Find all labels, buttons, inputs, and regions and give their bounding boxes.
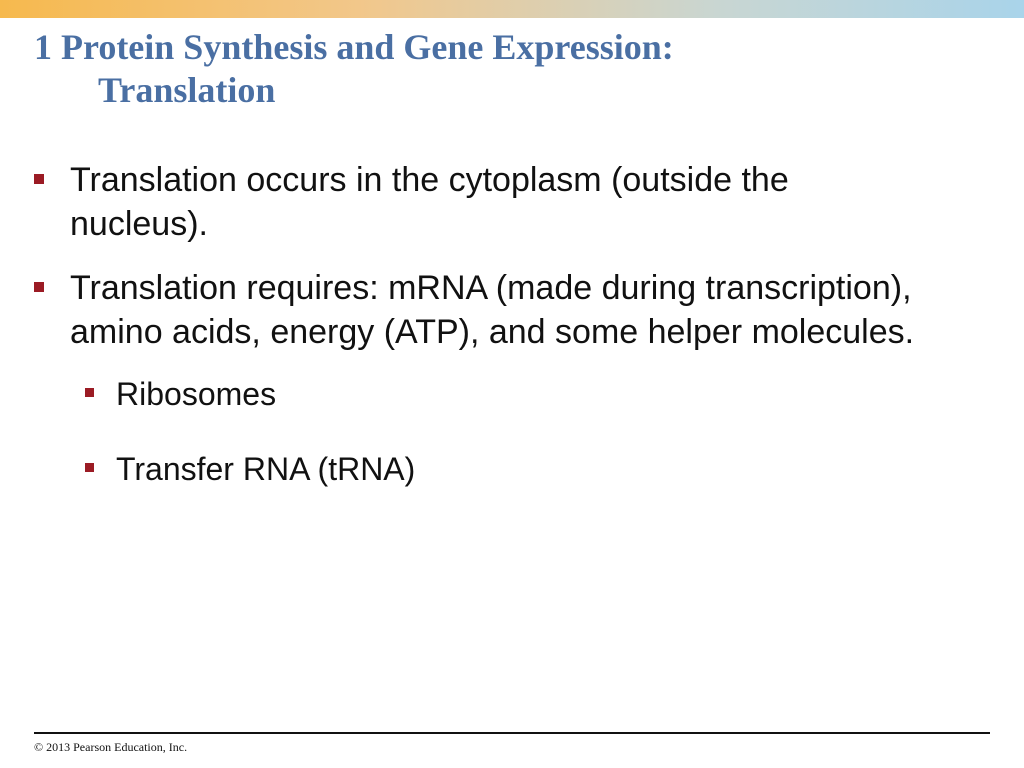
footer-divider: [34, 732, 990, 734]
sub-bullet-text: Transfer RNA (tRNA): [116, 451, 416, 487]
bullet-text: Translation requires: mRNA (made during transcription), amino acids, energy (ATP), and some helper molecules.: [70, 269, 915, 351]
square-bullet-icon: [85, 388, 94, 397]
slide-title: [34, 26, 994, 112]
bullet-item: [34, 266, 934, 354]
slide-title-line-2: Translation: [98, 70, 276, 110]
bullet-text: Translation occurs in the cytoplasm (outside the nucleus).: [70, 161, 789, 243]
slide-title-line-1: 1 Protein Synthesis and Gene Expression:: [34, 27, 674, 67]
bullet-list: [34, 158, 934, 524]
bullet-item: [34, 158, 934, 246]
sub-bullet-item: [34, 374, 934, 414]
square-bullet-icon: [85, 463, 94, 472]
square-bullet-icon: [34, 174, 44, 184]
square-bullet-icon: [34, 282, 44, 292]
copyright-footer: © 2013 Pearson Education, Inc.: [34, 740, 188, 754]
top-gradient-band: [0, 0, 1024, 18]
sub-bullet-text: Ribosomes: [116, 376, 277, 412]
sub-bullet-item: [34, 449, 934, 489]
